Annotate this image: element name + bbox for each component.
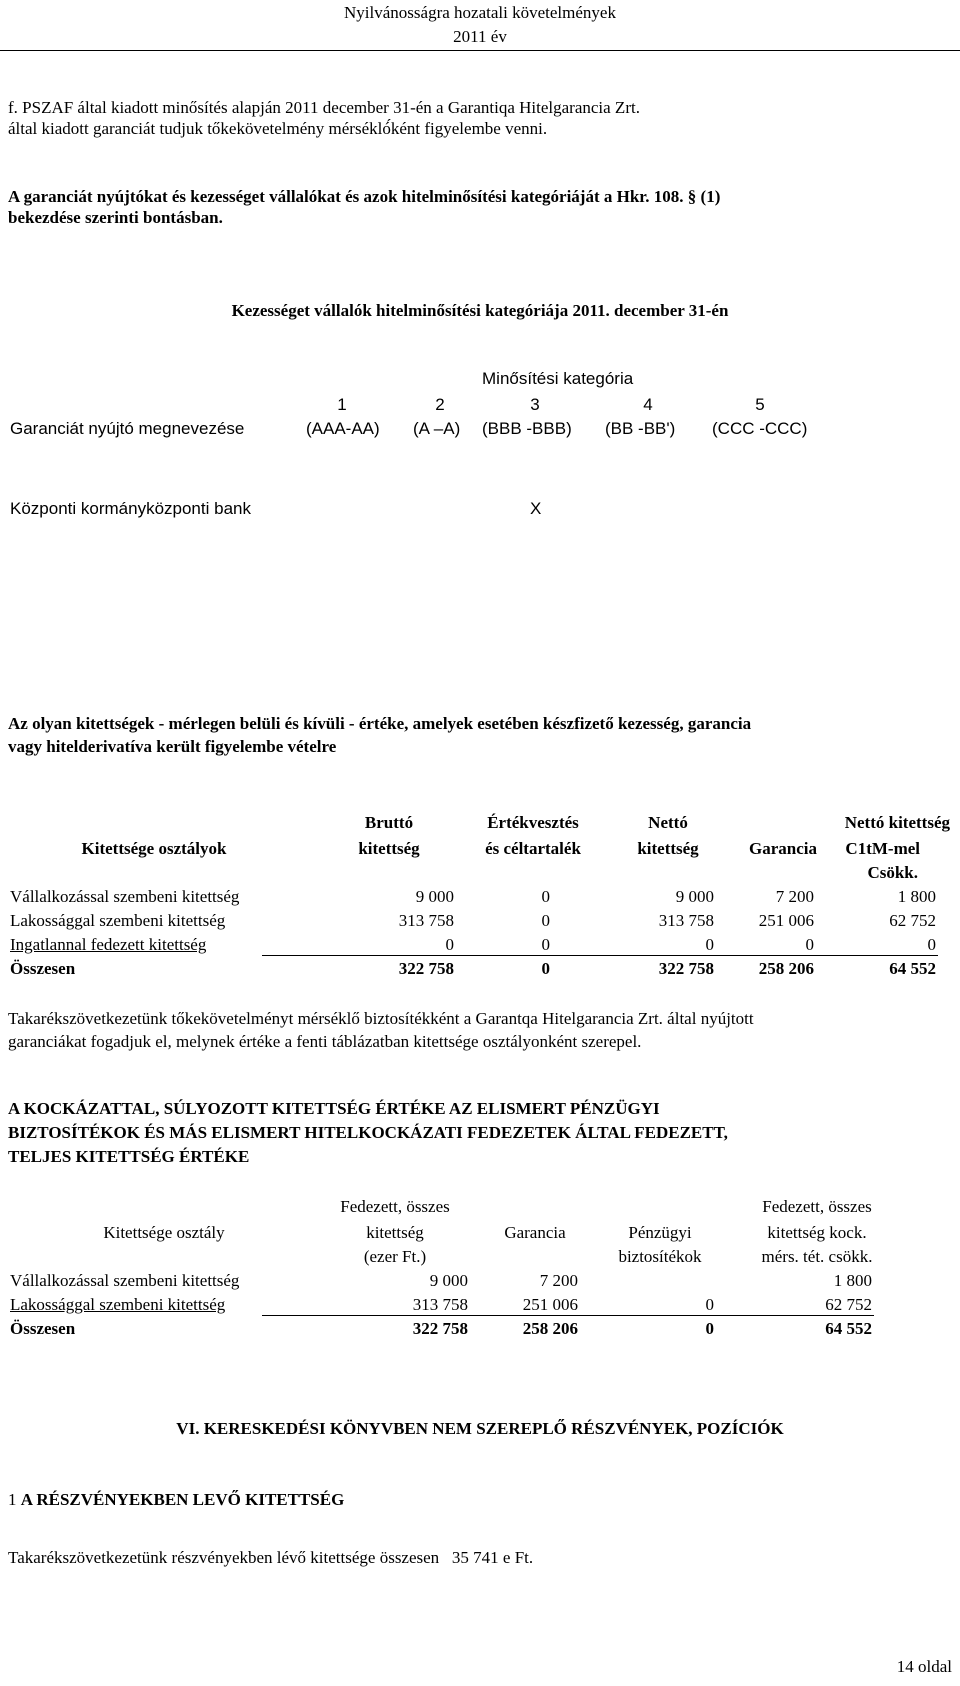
page-header-year: 2011 év [453,27,507,46]
exposure-total-loss: 0 [541,959,550,978]
rating-category: (CCC -CCC) [712,419,808,438]
risk-heading-line3: TELJES KITETTSÉG ÉRTÉKE [8,1147,250,1166]
rating-row-label: Központi kormányközponti bank [10,499,251,518]
risk-heading-line2: BIZTOSÍTÉKOK ÉS MÁS ELISMERT HITELKOCKÁZATI FEDEZETEK ÁLTAL FEDEZETT, [8,1123,728,1142]
subsection-title: A RÉSZVÉNYEKBEN LEVŐ KITETTSÉG [20,1490,345,1509]
exposure-header-loss: és céltartalék [485,839,581,858]
exposure-total-net: 322 758 [658,959,714,978]
covered-cell-financial: 0 [705,1295,714,1314]
covered-cell-covered: 313 758 [412,1295,468,1314]
exposure-intro-line1: Az olyan kitettségek - mérlegen belüli és kívüli - értéke, amelyek esetében készfizető kezesség, garancia [8,714,752,733]
rating-row-mark: X [530,499,542,518]
exposure-cell-netred: 62 752 [889,911,936,930]
exposure-cell-net: 0 [705,935,714,954]
covered-cell-covred: 62 752 [825,1295,872,1314]
exposure-total-netred: 64 552 [889,959,936,978]
covered-cell-guarantee: 251 006 [522,1295,578,1314]
exposure-header-gross: kitettség [358,839,420,858]
exposure-row-label: Lakossággal szembeni kitettség [10,911,226,930]
exposure-total-guarantee: 258 206 [758,959,814,978]
exposure-cell-loss: 0 [541,911,550,930]
subsection-heading [8,1489,344,1511]
rating-number: 5 [755,395,765,414]
covered-cell-guarantee: 7 200 [539,1271,578,1290]
exposure-header-netred: Nettó kitettség [844,813,950,832]
exposure-row-label: Vállalkozással szembeni kitettség [10,887,240,906]
covered-cell-covered: 9 000 [429,1271,468,1290]
shares-text: Takarékszövetkezetünk részvényekben lévő kitettsége összesen 35 741 e Ft. [8,1548,534,1567]
covered-header-financial: Pénzügyi [628,1223,692,1242]
rating-row-header: Garanciát nyújtó megnevezése [10,419,245,438]
covered-total-guarantee: 258 206 [522,1319,578,1338]
covered-header-covred: mérs. tét. csökk. [761,1247,873,1266]
rating-category: (AAA-AA) [306,419,380,438]
covered-header-covered: Fedezett, összes [340,1197,450,1216]
rating-category: (A –A) [413,419,461,438]
covered-total-financial: 0 [705,1319,714,1338]
covered-header-covred: Fedezett, összes [762,1197,872,1216]
exposure-cell-guarantee: 0 [805,935,814,954]
exposure-cell-guarantee: 7 200 [775,887,814,906]
page-number: 14 oldal [896,1657,952,1676]
exposure-total-rule [262,955,938,956]
exposure-cell-gross: 313 758 [398,911,454,930]
rating-category: (BB -BB') [605,419,676,438]
exposure-total-gross: 322 758 [398,959,454,978]
page-header-title: Nyilvánosságra hozatali követelmények [344,3,616,22]
covered-total-covered: 322 758 [412,1319,468,1338]
intro-line1: A garanciát nyújtókat és kezességet vállalókat és azok hitelminősítési kategóriáját a Hkr. 108. § (1) [8,187,721,206]
section-vi-title: VI. KERESKEDÉSI KÖNYVBEN NEM SZEREPLŐ RÉSZVÉNYEK, POZÍCIÓK [176,1419,784,1438]
exposure-header-netred: C1tM-mel [845,839,920,858]
covered-row-label: Vállalkozással szembeni kitettség [10,1271,240,1290]
intro-line2: bekezdése szerinti bontásban. [8,208,223,227]
covered-header-covred: kitettség kock. [767,1223,867,1242]
rating-category: (BBB -BBB) [482,419,572,438]
exposure-header-loss: Értékvesztés [487,813,579,832]
exposure-header-class: Kitettsége osztályok [81,839,227,858]
rating-number: 3 [530,395,540,414]
covered-total-covred: 64 552 [825,1319,872,1338]
risk-heading-line1: A KOCKÁZATTAL, SÚLYOZOTT KITETTSÉG ÉRTÉKE AZ ELISMERT PÉNZÜGYI [8,1099,660,1118]
exposure-cell-gross: 9 000 [415,887,454,906]
rating-number: 4 [643,395,653,414]
coop-text-line1: Takarékszövetkezetünk tőkekövetelményt mérséklő biztosítékként a Garantqa Hitelgarancia Zrt. által nyújtott [8,1009,754,1028]
exposure-total-label: Összesen [10,959,76,978]
rating-number: 2 [435,395,445,414]
exposure-cell-guarantee: 251 006 [758,911,814,930]
exposure-intro-line2: vagy hitelderivatíva került figyelembe vételre [8,737,337,756]
exposure-header-net: Nettó [648,813,688,832]
covered-row-label: Lakossággal szembeni kitettség [10,1295,226,1314]
rating-table-title: Kezességet vállalók hitelminősítési kategóriája 2011. december 31-én [231,301,729,320]
exposure-row-label: Ingatlannal fedezett kitettség [10,935,207,954]
exposure-header-guarantee: Garancia [749,839,817,858]
covered-header-covered: kitettség [366,1223,424,1242]
covered-cell-covred: 1 800 [833,1271,872,1290]
exposure-header-net: kitettség [637,839,699,858]
exposure-header-gross: Bruttó [364,813,414,832]
exposure-header-netred: Csökk. [867,863,918,882]
header-divider [0,50,960,51]
coop-text-line2: garanciákat fogadjuk el, melynek értéke a fenti táblázatban kitettsége osztályonként szerepel. [8,1032,642,1051]
section-f-line2: által kiadott garanciát tudjuk tőkekövetelmény mérsékló́ként figyelembe venni. [8,119,548,138]
covered-header-guarantee: Garancia [504,1223,566,1242]
covered-header-covered: (ezer Ft.) [363,1247,427,1266]
covered-header-class: Kitettsége osztály [103,1223,225,1242]
subsection-number: 1 [8,1490,17,1509]
rating-group-header: Minősítési kategória [482,369,634,388]
exposure-cell-net: 313 758 [658,911,714,930]
rating-number: 1 [337,395,347,414]
exposure-cell-net: 9 000 [675,887,714,906]
exposure-cell-netred: 0 [927,935,936,954]
covered-total-label: Összesen [10,1319,76,1338]
covered-total-rule [262,1315,874,1316]
exposure-cell-loss: 0 [541,935,550,954]
section-f-line1: f. PSZAF által kiadott minősítés alapján 2011 december 31-én a Garantiqa Hitelgarancia Zrt. [8,98,640,117]
exposure-cell-netred: 1 800 [897,887,936,906]
exposure-cell-loss: 0 [541,887,550,906]
covered-header-financial: biztosítékok [618,1247,702,1266]
exposure-cell-gross: 0 [445,935,454,954]
